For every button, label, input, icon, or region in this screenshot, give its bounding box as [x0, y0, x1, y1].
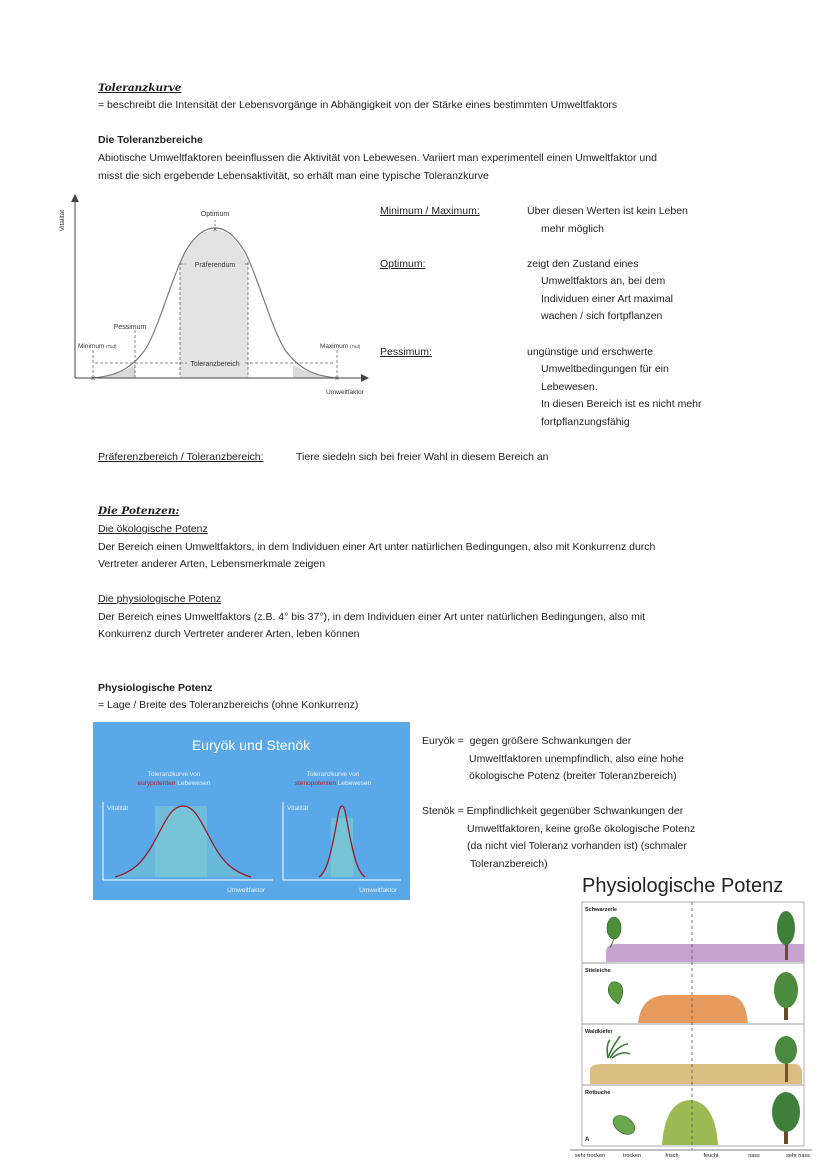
waldkiefer-range — [590, 1064, 802, 1084]
section-title-potenzen: Die Potenzen: — [98, 505, 180, 517]
schwarzerle-range — [606, 944, 804, 962]
leaf-schwarzerle-icon — [607, 917, 621, 939]
svg-text:×: × — [334, 374, 340, 383]
x-label-3: feucht — [703, 1153, 719, 1159]
label-panel-letter: A — [585, 1137, 590, 1143]
stenoek-line-2: Umweltfaktoren, keine große ökologische Potenz — [467, 823, 696, 835]
x-label-4: nass — [748, 1153, 760, 1159]
svg-text:×: × — [90, 374, 96, 383]
def-pessimum-line-2: Umweltbedingungen für ein — [541, 363, 669, 375]
right-caption-1: Toleranzkurve von — [306, 771, 360, 778]
right-x-label: Umweltfaktor — [359, 887, 397, 894]
def-praeferenzbereich: Tiere siedeln sich bei freier Wahl in diesem Bereich an — [296, 451, 549, 463]
right-y-label: Vitalität — [287, 805, 309, 812]
term-optimum: Optimum: — [380, 258, 426, 270]
def-pessimum-line-5: fortpflanzungsfähig — [541, 416, 630, 428]
toleranzbereich-label: Toleranzbereich — [190, 361, 240, 368]
y-axis-label: Vitalität — [59, 210, 66, 232]
toleranzkurve-definition: = beschreibt die Intensität der Lebensvorgänge in Abhängigkeit von der Stärke eines bestimmten Umweltfaktors — [98, 99, 618, 111]
euryoek-line-1: Euryök = gegen größere Schwankungen der — [422, 735, 632, 747]
x-label-2: frisch — [665, 1153, 679, 1159]
oekologisch-line-1: Der Bereich einen Umweltfaktors, in dem Individuen einer Art unter natürlichen Bedingungen, also mit Konkurrenz durch — [98, 541, 656, 553]
tolerance-curve-figure — [55, 190, 375, 400]
def-minimum-line-2: mehr möglich — [541, 223, 605, 235]
physiologische-potenz-text: = Lage / Breite des Toleranzbereichs (ohne Konkurrenz) — [98, 699, 359, 711]
x-label-1: trocken — [622, 1153, 642, 1159]
def-minimum-line-1: Über diesen Werten ist kein Leben — [527, 205, 688, 217]
stenoek-term: Stenök = — [422, 805, 464, 817]
def-optimum-line-4: wachen / sich fortpflanzen — [541, 310, 663, 322]
right-caption-2: stenopotenten Lebewesen — [294, 780, 372, 787]
euryoek-line-2: Umweltfaktoren unempfindlich, also eine hohe — [469, 753, 684, 765]
stenoek-line-3: (da nicht viel Toleranz vorhanden ist) (schmaler — [467, 840, 687, 852]
label-waldkiefer: Waldkiefer — [585, 1029, 613, 1035]
physiologisch-line-1: Der Bereich eines Umweltfaktors (z.B. 4° bis 37°), in dem Individuen einer Art unter natürlichen Bedingungen, also mit — [98, 611, 646, 623]
heading-oekologische-potenz: Die ökologische Potenz — [98, 523, 208, 535]
def-optimum-line-2: Umweltfaktors an, bei dem — [541, 275, 666, 287]
x-label-5: sehr nass — [786, 1153, 810, 1159]
oekologisch-line-2: Vertreter anderer Arten, Lebensmerkmale zeigen — [98, 558, 326, 570]
trees-figure-title: Physiologische Potenz — [582, 875, 784, 897]
heading-toleranzbereiche: Die Toleranzbereiche — [98, 134, 203, 146]
label-stieleiche: Stieleiche — [585, 968, 611, 974]
praeferendum-shade — [180, 230, 248, 378]
x-label-0: sehr trocken — [574, 1153, 606, 1159]
term-pessimum: Pessimum: — [380, 346, 432, 358]
euryoek-stenoek-panel — [93, 722, 410, 900]
def-optimum-line-3: Individuen einer Art maximal — [541, 293, 673, 305]
toleranzbereiche-line-2: misst die sich ergebende Lebensaktivität, so erhält man eine typische Toleranzkurve — [98, 170, 489, 182]
def-pessimum-line-3: Lebewesen. — [541, 381, 598, 393]
left-caption-2: eurypotenten Lebewesen — [137, 780, 211, 787]
pessimum-label: Pessimum — [113, 324, 147, 331]
stenoek-line-1: Stenök = Empfindlichkeit gegenüber Schwankungen der — [422, 805, 684, 817]
euryoek-term: Euryök = — [422, 735, 464, 747]
def-pessimum-line-4: In diesen Bereich ist es nicht mehr — [541, 398, 702, 410]
optimum-label: Optimum — [200, 211, 230, 218]
x-axis-label: Umweltfaktor — [326, 389, 364, 396]
euryoek-line-3: ökologische Potenz (breiter Toleranzbereich) — [469, 770, 677, 782]
toleranzbereiche-line-1: Abiotische Umweltfaktoren beeinflussen die Aktivität von Lebewesen. Variiert man experimentell einen Umweltfaktor und — [98, 152, 657, 164]
panel-title: Euryök und Stenök — [191, 737, 311, 753]
stenoek-line-4: Toleranzbereich) — [470, 858, 548, 870]
term-minimum-maximum: Minimum / Maximum: — [380, 205, 480, 217]
stieleiche-range — [638, 995, 748, 1023]
physiologische-potenz-figure — [568, 898, 814, 1160]
physiologisch-line-2: Konkurrenz durch Vertreter anderer Arten, leben können — [98, 628, 360, 640]
term-praeferenzbereich: Präferenzbereich / Toleranzbereich: — [98, 451, 264, 463]
pessimum-right-shade — [293, 365, 337, 378]
praeferendum-label: Präferendum — [194, 262, 236, 269]
left-caption-1: Toleranzkurve von — [147, 771, 201, 778]
left-y-label: Vitalität — [107, 805, 129, 812]
minimum-label: Minimum (Tod) — [78, 343, 117, 350]
label-schwarzerle: Schwarzerle — [585, 907, 618, 913]
svg-text:×: × — [212, 225, 218, 234]
maximum-label: Maximum (Tod) — [320, 343, 361, 350]
section-title-toleranzkurve: Toleranzkurve — [98, 82, 182, 94]
def-optimum-line-1: zeigt den Zustand eines — [527, 258, 639, 270]
heading-physiologische-potenz-2: Physiologische Potenz — [98, 682, 213, 694]
label-rotbuche: Rotbuche — [585, 1090, 611, 1096]
left-x-label: Umweltfaktor — [227, 887, 265, 894]
def-pessimum-line-1: ungünstige und erschwerte — [527, 346, 654, 358]
heading-physiologische-potenz: Die physiologische Potenz — [98, 593, 222, 605]
